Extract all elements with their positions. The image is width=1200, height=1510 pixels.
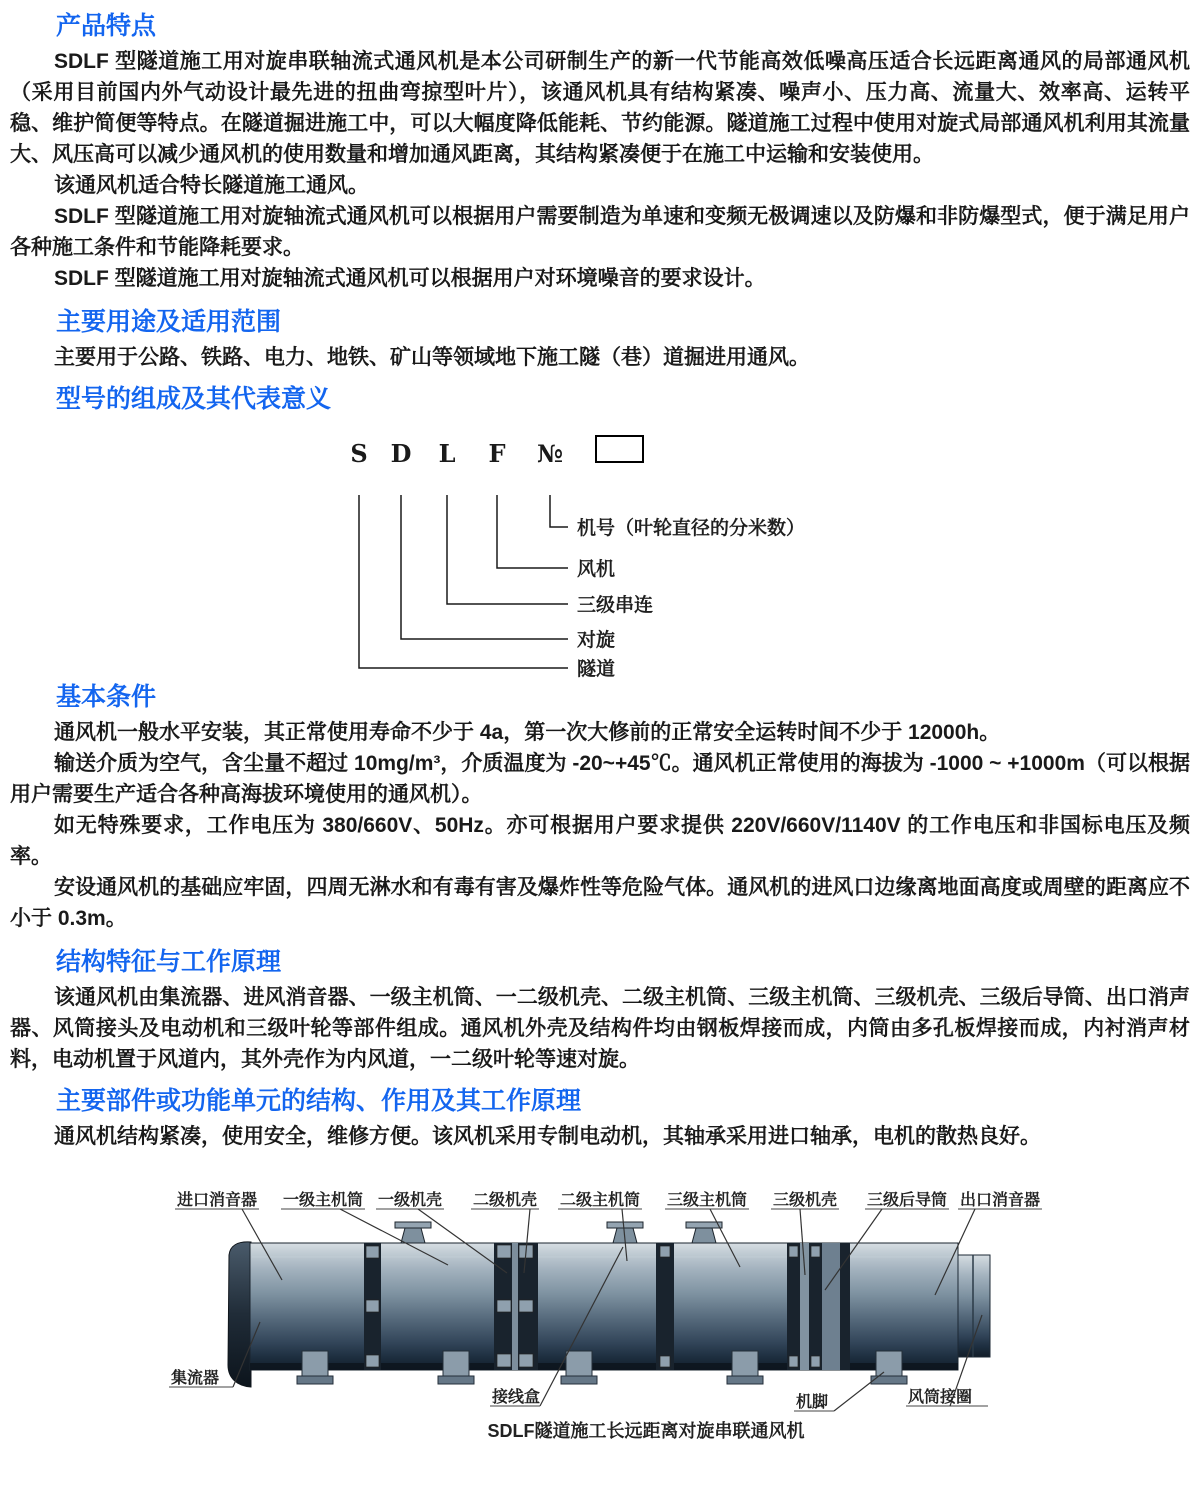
body-paragraph: 主要用于公路、铁路、电力、地铁、矿山等领域地下施工隧（巷）道掘进用通风。 bbox=[54, 346, 810, 369]
model-letter-l: L bbox=[438, 439, 456, 468]
fan-diagram-svg bbox=[10, 1180, 1200, 1450]
model-label-size: 机号（叶轮直径的分米数） bbox=[577, 518, 806, 539]
section-heading-structure: 结构特征与工作原理 bbox=[56, 948, 282, 976]
diagram-caption: SDLF隧道施工长远距离对旋串联通风机 bbox=[487, 1421, 805, 1441]
section-heading-conditions: 基本条件 bbox=[56, 683, 157, 711]
model-label-counterrotating: 对旋 bbox=[577, 630, 616, 651]
model-composition-diagram bbox=[10, 419, 1190, 683]
body-paragraph: 通风机一般水平安装，其正常使用寿命不少于 4a，第一次大修前的正常安全运转时间不少于 12000h。 bbox=[54, 721, 1001, 744]
part-label-stage2-casing: 二级机壳 bbox=[473, 1192, 538, 1209]
part-label-stage1-casing: 一级机壳 bbox=[378, 1192, 443, 1209]
model-label-fan: 风机 bbox=[577, 559, 616, 580]
model-label-tunnel: 隧道 bbox=[577, 659, 616, 680]
flange-d bbox=[787, 1243, 850, 1370]
model-number-box bbox=[596, 436, 643, 462]
part-label-stage3-casing: 三级机壳 bbox=[773, 1192, 838, 1209]
model-diagram-svg bbox=[10, 419, 1200, 683]
body-paragraph: 通风机结构紧凑，使用安全，维修方便。该风机采用专制电动机，其轴承采用进口轴承，电机的散热良好。 bbox=[54, 1125, 1041, 1148]
document bbox=[10, 12, 1190, 1450]
body-paragraph: SDLF 型隧道施工用对旋轴流式通风机可以根据用户需要制造为单速和变频无极调速以及防爆和非防爆型式，便于满足用户各种施工条件和节能降耗要求。 bbox=[10, 205, 1190, 259]
part-label-stage3-barrel: 三级主机筒 bbox=[667, 1192, 748, 1209]
flange-c bbox=[656, 1243, 674, 1370]
part-label-stage3-guide: 三级后导筒 bbox=[867, 1192, 948, 1209]
body-paragraph: 该通风机由集流器、进风消音器、一级主机筒、一二级机壳、二级主机筒、三级主机筒、三级机壳、三级后导筒、出口消声器、风筒接头及电动机和三级叶轮等部件组成。通风机外壳及结构件均由钢板焊接而成，内筒由多孔板焊接而成，内衬消声材料，电动机置于风道内，其外壳作为内风道，一二级叶轮等速对旋。 bbox=[10, 986, 1190, 1071]
flange-b bbox=[494, 1243, 538, 1370]
part-label-duct-ring: 风筒接圈 bbox=[908, 1389, 973, 1406]
model-elbow-lines bbox=[359, 495, 568, 668]
body-paragraph: SDLF 型隧道施工用对旋轴流式通风机可以根据用户对环境噪音的要求设计。 bbox=[54, 267, 766, 290]
bell-mouth bbox=[228, 1242, 251, 1387]
model-letter-s: S bbox=[350, 439, 368, 468]
fan-assembly-diagram bbox=[10, 1180, 1190, 1450]
body-paragraph: 安设通风机的基础应牢固，四周无淋水和有毒有害及爆炸性等危险气体。通风机的进风口边缘离地面高度或周壁的距离应不小于 0.3m。 bbox=[10, 876, 1190, 930]
part-label-stage1-barrel: 一级主机筒 bbox=[283, 1192, 364, 1209]
part-label-foot: 机脚 bbox=[796, 1394, 829, 1411]
flange-a bbox=[364, 1243, 381, 1370]
section-heading-main-parts: 主要部件或功能单元的结构、作用及其工作原理 bbox=[56, 1087, 582, 1115]
model-label-threestage: 三级串连 bbox=[577, 595, 654, 616]
part-label-stage2-barrel: 二级主机筒 bbox=[560, 1192, 641, 1209]
body-paragraph: 如无特殊要求，工作电压为 380/660V、50Hz。亦可根据用户要求提供 220V/660V/1140V 的工作电压和非国标电压及频率。 bbox=[10, 814, 1190, 868]
section-heading-model: 型号的组成及其代表意义 bbox=[56, 385, 332, 413]
section-heading-features: 产品特点 bbox=[56, 12, 157, 40]
body-paragraph: 输送介质为空气，含尘量不超过 10mg/m³，介质温度为 -20~+45℃。通风机正常使用的海拔为 -1000 ~ +1000m（可以根据用户需要生产适合各种高海拔环境使用的通风机）。 bbox=[10, 752, 1190, 806]
body-paragraph: SDLF 型隧道施工用对旋串联轴流式通风机是本公司研制生产的新一代节能高效低噪高压适合长远距离通风的局部通风机（采用目前国内外气动设计最先进的扭曲弯掠型叶片），该通风机具有结构紧凑、噪声小、压力高、流量大、效率高、运转平稳、维护简便等特点。在隧道掘进施工中，可以大幅度降低能耗、节约能源。隧道施工过程中使用对旋式局部通风机利用其流量大、风压高可以减少通风机的使用数量和增加通风距离，其结构紧凑便于在施工中运输和安装使用。 bbox=[10, 50, 1190, 166]
part-label-outlet-silencer: 出口消音器 bbox=[960, 1192, 1041, 1209]
body-bottom-shade bbox=[250, 1363, 958, 1370]
part-label-inlet-silencer: 进口消音器 bbox=[177, 1192, 258, 1209]
body-paragraph: 该通风机适合特长隧道施工通风。 bbox=[54, 174, 369, 197]
model-letter-d: D bbox=[390, 439, 412, 468]
model-letter-no: № bbox=[536, 439, 564, 468]
part-label-collector: 集流器 bbox=[171, 1370, 220, 1387]
lifting-lugs bbox=[395, 1222, 722, 1243]
fan-body bbox=[250, 1243, 958, 1370]
section-heading-usage: 主要用途及适用范围 bbox=[56, 308, 282, 336]
model-letter-f: F bbox=[488, 439, 506, 468]
duct-ring bbox=[958, 1255, 990, 1357]
part-label-junction-box: 接线盒 bbox=[492, 1389, 541, 1406]
